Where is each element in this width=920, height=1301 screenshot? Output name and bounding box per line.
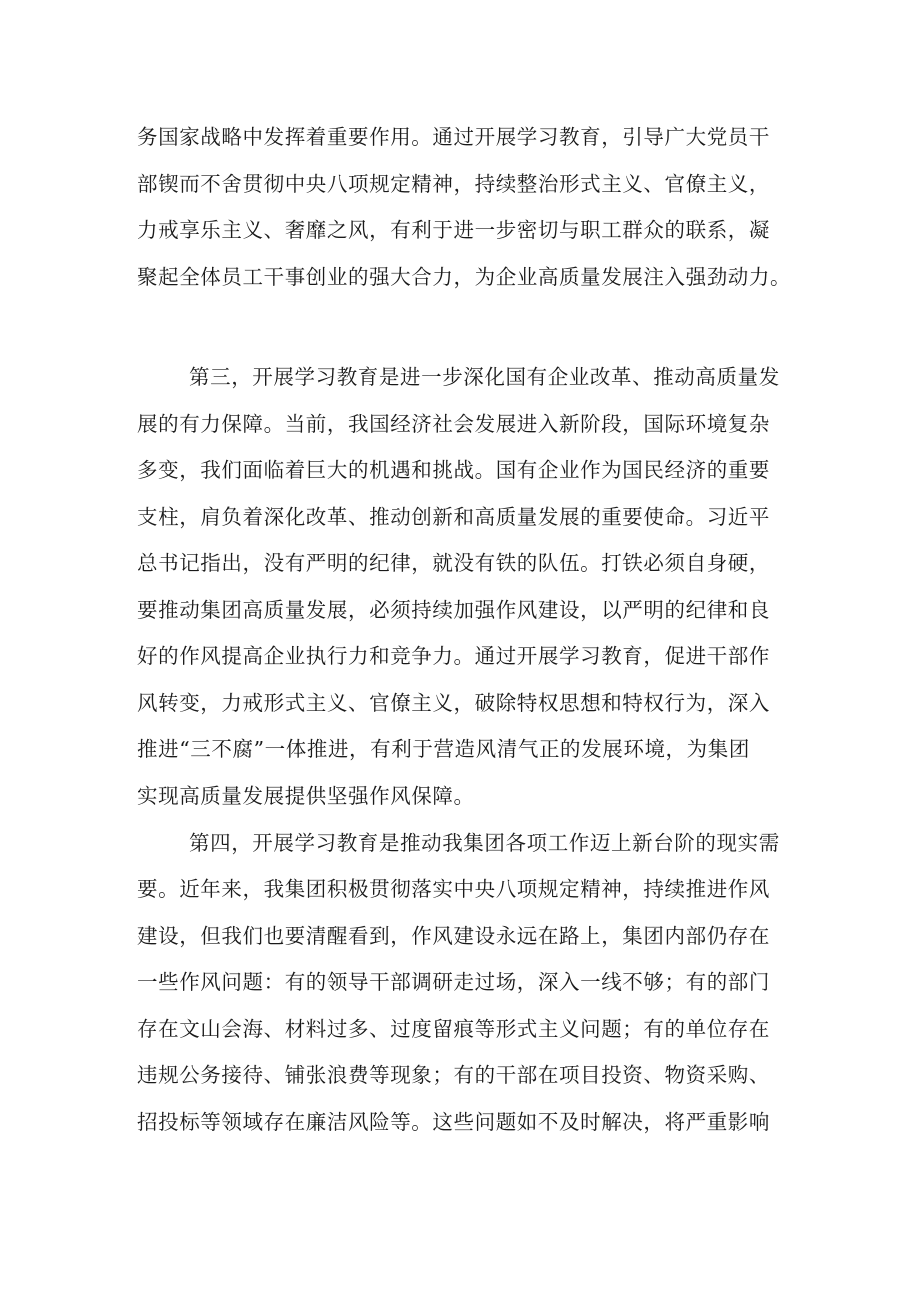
text-line: 招投标等领域存在廉洁风险等。这些问题如不及时解决，将严重影响 [137, 1110, 770, 1134]
text-line: 多变，我们面临着巨大的机遇和挑战。国有企业作为国民经济的重要 [137, 458, 770, 482]
text-line: 聚起全体员工干事创业的强大合力，为企业高质量发展注入强劲动力。 [137, 265, 792, 289]
text-line: 风转变，力戒形式主义、官僚主义，破除特权思想和特权行为，深入 [137, 691, 770, 715]
text-line: 要。近年来，我集团积极贯彻落实中央八项规定精神，持续推进作风 [137, 877, 770, 901]
text-line: 第三，开展学习教育是进一步深化国有企业改革、推动高质量发 [189, 365, 780, 389]
text-line: 务国家战略中发挥着重要作用。通过开展学习教育，引导广大党员干 [137, 125, 770, 149]
text-line: 总书记指出，没有严明的纪律，就没有铁的队伍。打铁必须自身硬， [137, 551, 770, 575]
text-line: 一些作风问题：有的领导干部调研走过场，深入一线不够；有的部门 [137, 970, 770, 994]
text-line: 好的作风提高企业执行力和竞争力。通过开展学习教育，促进干部作 [137, 644, 770, 668]
text-line: 力戒享乐主义、奢靡之风，有利于进一步密切与职工群众的联系，凝 [137, 218, 770, 242]
text-line: 部锲而不舍贯彻中央八项规定精神，持续整治形式主义、官僚主义， [137, 172, 770, 196]
text-line: 要推动集团高质量发展，必须持续加强作风建设，以严明的纪律和良 [137, 598, 770, 622]
text-line: 推进“三不腐”一体推进，有利于营造风清气正的发展环境，为集团 [137, 737, 750, 761]
text-line: 建设，但我们也要清醒看到，作风建设永远在路上，集团内部仍存在 [137, 924, 770, 948]
text-line: 违规公务接待、铺张浪费等现象；有的干部在项目投资、物资采购、 [137, 1063, 770, 1087]
text-line: 存在文山会海、材料过多、过度留痕等形式主义问题；有的单位存在 [137, 1017, 770, 1041]
text-line: 展的有力保障。当前，我国经济社会发展进入新阶段，国际环境复杂 [137, 412, 770, 436]
text-line: 第四，开展学习教育是推动我集团各项工作迈上新台阶的现实需 [189, 831, 780, 855]
text-line: 支柱，肩负着深化改革、推动创新和高质量发展的重要使命。习近平 [137, 505, 770, 529]
text-line: 实现高质量发展提供坚强作风保障。 [137, 784, 475, 808]
